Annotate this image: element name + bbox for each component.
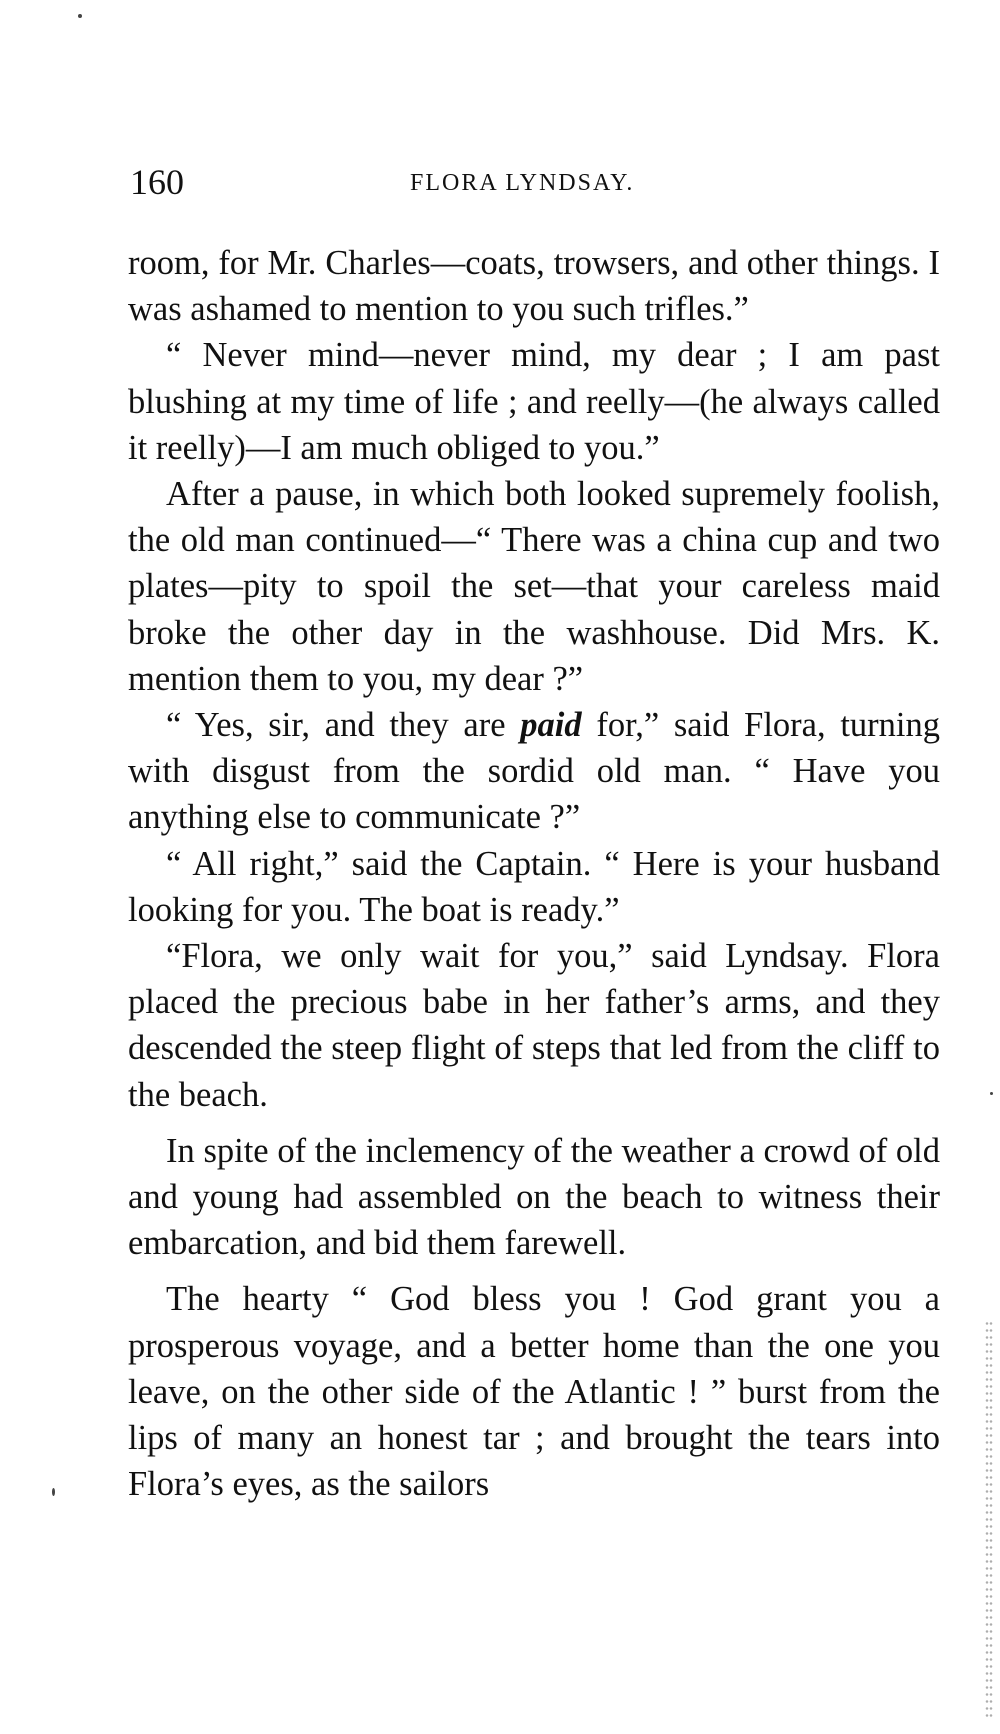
paragraph: After a pause, in which both looked supremely foolish, the old man continued—“ There was a china cup and two plates—pity to spoil the set—that your careless maid broke the other day in the washhouse. Did Mrs. K. mention them to you, my dear ?” [128,475,940,698]
paragraph-paid-before: “ Yes, sir, and they are [166,706,521,745]
paragraph-paid-after: for,” said Flora, turning with disgust from the sordid old man. “ Have you anything else to communicate ?” [128,706,940,837]
paragraph: “Flora, we only wait for you,” said Lyndsay. Flora placed the precious babe in her father’s arms, and they descended the steep flight of steps that led from the cliff to the beach. [128,937,940,1114]
scan-speck [52,1488,55,1496]
paragraph-paid-italic: paid [520,706,582,745]
scan-gutter-noise [985,1320,993,1720]
paragraph: room, for Mr. Charles—coats, trowsers, and other things. I was ashamed to mention to you such trifles.” [128,244,940,329]
paragraph-paid [128,702,940,841]
page-header [130,160,940,204]
paragraph: “ Never mind—never mind, my dear ; I am past blushing at my time of life ; and reelly—(he always called it reelly)—I am much obliged to you.” [128,336,940,467]
scan-speck [990,1092,993,1095]
paragraph: In spite of the inclemency of the weather a crowd of old and young had assembled on the beach to witness their embarcation, and bid them farewell. [128,1131,940,1263]
body-text [128,240,940,1507]
page-number: 160 [130,162,184,202]
paragraph: “ All right,” said the Captain. “ Here is your husband looking for you. The boat is ready.” [128,844,940,929]
scan-speck [78,14,82,18]
paragraph: The hearty “ God bless you ! God grant you a prosperous voyage, and a better home than the one you leave, on the other side of the Atlantic ! ” burst from the lips of many an honest tar ; and brought the tears into Flora’s eyes, as the sailors [128,1280,940,1504]
running-head: FLORA LYNDSAY. [410,170,635,196]
